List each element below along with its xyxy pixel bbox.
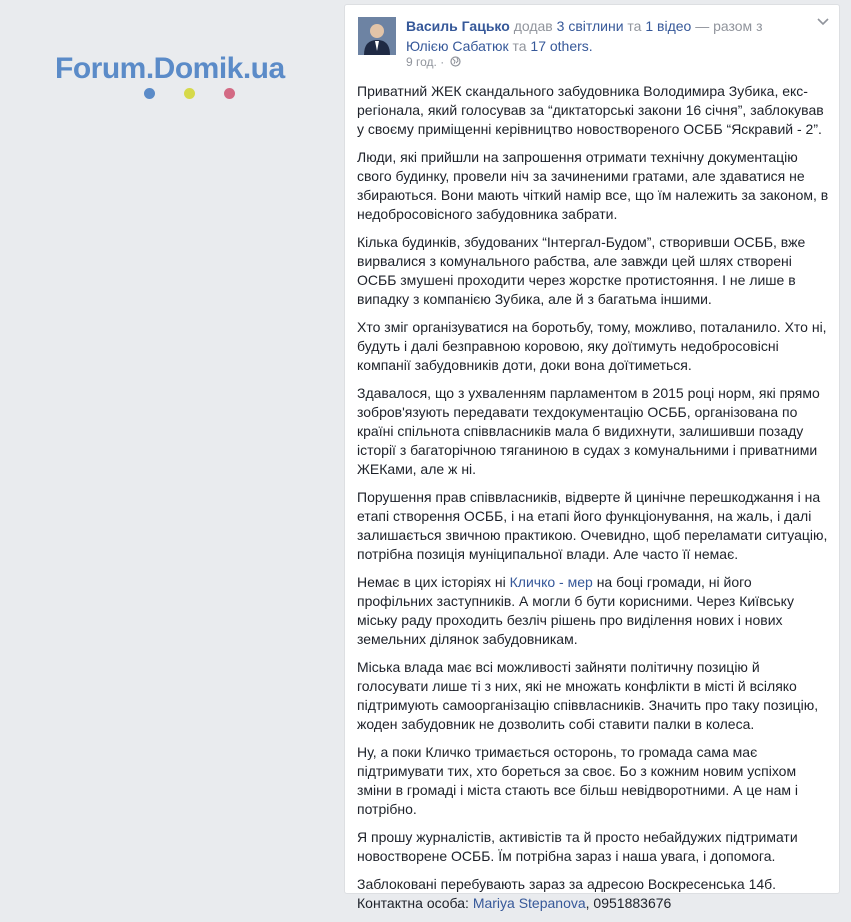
post-header — [406, 16, 806, 56]
paragraph-3: Кілька будинків, збудованих “Інтергал-Будом”, створивши ОСББ, вже вирвалися з комунального рабства, але завжди цей шлях створені ОСББ змушені проходити через жорстке протистояння. І не лише в випадку з компанією Зубика, але й з багатьма іншими. — [357, 234, 806, 307]
paragraph-1: Приватний ЖЕК скандального забудовника Володимира Зубика, екс-регіонала, який голосував за “диктаторські закони 16 січня”, заблокував у своєму приміщенні керівництво новоствореного ОСББ “Яскравий - 2”. — [357, 83, 824, 137]
paragraph-5: Здавалося, що з ухваленням парламентом в 2015 році норм, які прямо зобров'язують передавати техдокументацію ОСББ, організована по країні спільнота співвласників мала б видихнути, залишивши позаду історії з багаторічною тяганиною в судах з комунальними і приватними ЖЕКами, але ж ні. — [357, 385, 820, 477]
video-link[interactable]: 1 відео — [645, 18, 692, 34]
post-time[interactable]: 9 год. · — [406, 55, 445, 69]
paragraph-7-end: на боці громади, ні його профільних заступників. А могли б бути корисними. Через Київську міську раду проходить безліч рішень про виділення нових і нових земельних ділянок забудовникам. — [357, 574, 794, 647]
contact-phone: , 0951883676 — [585, 895, 672, 911]
author-avatar[interactable] — [358, 17, 396, 55]
others-link[interactable]: 17 others. — [530, 38, 593, 54]
post-card — [344, 4, 840, 911]
contact-label: Контактна особа: — [357, 895, 469, 911]
address-line: Заблоковані перебувають зараз за адресою Воскресенська 14б. — [357, 876, 777, 892]
logo-dot-pink — [224, 88, 235, 99]
post-body — [357, 82, 829, 922]
site-logo: Forum.Domik.ua — [55, 52, 285, 85]
avatar-image — [358, 17, 396, 55]
action-text: додав — [513, 18, 553, 34]
paragraph-10: Я прошу журналістів, активістів та й просто небайдужих підтримати новостворене ОСББ. Їм потрібна зараз і наша увага, і допомога. — [357, 829, 798, 864]
logo-dot-yellow — [184, 88, 195, 99]
paragraph-2: Люди, які прийшли на запрошення отримати технічну документацію свого будинку, провели ніч за зачиненими гратами, але здаватися не збираються. Вони мають чіткий намір все, що їм належить за законом, в недобросовісного забудовника забрати. — [357, 149, 829, 222]
photos-link[interactable]: 3 світлини — [556, 18, 624, 34]
and2-text: та — [512, 38, 527, 54]
paragraph-4: Хто зміг організуватися на боротьбу, тому, можливо, поталанило. Хто ні, будуть і далі безправною коровою, яку доїтимуть недобросовісні компанії забудовників доти, доки вона доїтиметься. — [357, 319, 827, 373]
paragraph-7 — [357, 573, 829, 649]
tagged-person-link[interactable]: Юлією Сабатюк — [406, 38, 509, 54]
post-meta — [406, 55, 461, 69]
klitschko-page-link[interactable]: Кличко - мер — [509, 574, 593, 590]
paragraph-contact — [357, 875, 829, 913]
paragraph-9: Ну, а поки Кличко тримається осторонь, то громада сама має підтримувати тих, хто бореться за своє. Бо з кожним новим успіхом зміни в громаді і міста стають все більш невідворотними. А це нам і потрібно. — [357, 744, 799, 817]
contact-person-link[interactable]: Mariya Stepanova — [472, 895, 586, 911]
globe-icon[interactable] — [450, 56, 461, 67]
logo-dot-blue — [144, 88, 155, 99]
paragraph-6: Порушення прав співвласників, відверте й цинічне перешкоджання і на етапі створення ОСББ, і на етапі його функціонування, на жаль, і далі залишається звичною практикою. Очевидно, щоб переламати ситуацію, потрібна позиція муніципальної влади. Але часто її немає. — [357, 489, 828, 562]
with-text: — разом з — [695, 18, 763, 34]
and-text: та — [627, 18, 642, 34]
paragraph-8: Міська влада має всі можливості зайняти політичну позицію й голосувати лише ті з них, які не множать конфлікти в місті й всіляко підтримують самоорганізацію співвласників. Значить про таку позицію, жоден забудовник не дозволить собі ставити палки в колеса. — [357, 659, 819, 732]
author-name[interactable]: Василь Гацько — [406, 18, 510, 34]
paragraph-7-start: Немає в цих історіях ні — [357, 574, 506, 590]
post-options-chevron-icon[interactable] — [816, 15, 830, 34]
